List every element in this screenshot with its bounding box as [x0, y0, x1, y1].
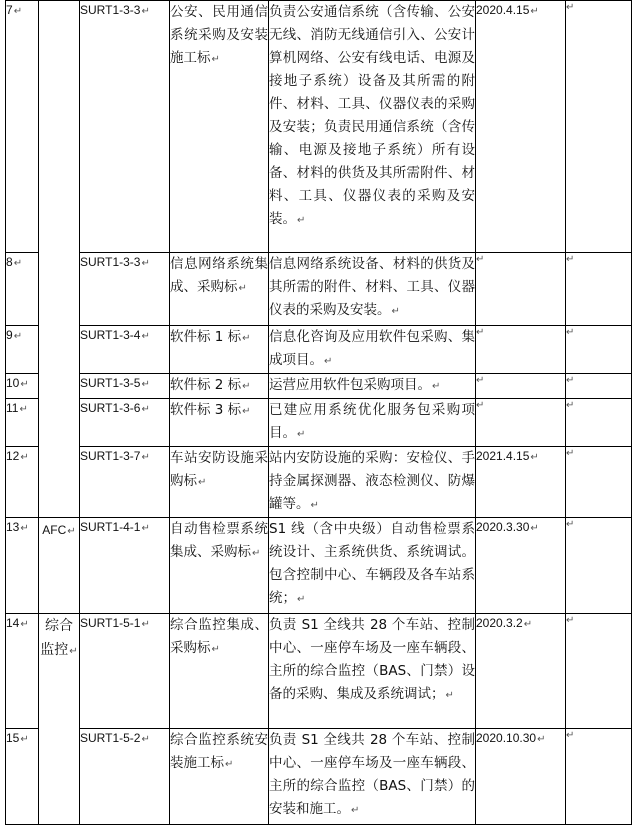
code-cell: SURT1-3-6↵: [80, 399, 170, 447]
name-cell: 软件标 3 标↵: [170, 399, 269, 447]
row-number-cell: 7↵: [6, 1, 39, 253]
code-cell: SURT1-3-4↵: [80, 326, 170, 374]
description-cell: 信息网络系统设备、材料的供货及其所需的附件、材料、工具、仪器仪表的采购及安装。↵: [269, 253, 476, 326]
table-row: [6, 399, 632, 447]
remark-cell: ↵: [566, 1, 632, 253]
remark-cell: ↵: [566, 326, 632, 374]
row-number-cell: 8↵: [6, 253, 39, 326]
code-cell: SURT1-4-1↵: [80, 518, 170, 614]
date-cell: ↵: [476, 326, 566, 374]
description-cell: 已建应用系统优化服务包采购项目。↵: [269, 399, 476, 447]
description-cell: 运营应用软件包采购项目。↵: [269, 374, 476, 399]
table-row: [6, 614, 632, 729]
date-cell: ↵: [476, 399, 566, 447]
code-cell: SURT1-5-1↵: [80, 614, 170, 729]
row-number-cell: 15↵: [6, 729, 39, 825]
name-cell: 综合监控集成、采购标↵: [170, 614, 269, 729]
date-cell: 2020.4.15↵: [476, 1, 566, 253]
table-row: [6, 518, 632, 614]
remark-cell: ↵: [566, 729, 632, 825]
category-cell: 综合监控↵: [39, 614, 80, 825]
remark-cell: ↵: [566, 374, 632, 399]
remark-cell: ↵: [566, 447, 632, 518]
table-row: [6, 1, 632, 253]
date-cell: 2020.3.30↵: [476, 518, 566, 614]
name-cell: 软件标 1 标↵: [170, 326, 269, 374]
code-cell: SURT1-3-3↵: [80, 253, 170, 326]
date-cell: 2021.4.15↵: [476, 447, 566, 518]
date-cell: 2020.3.2↵: [476, 614, 566, 729]
category-cell: AFC↵: [39, 518, 80, 614]
row-number-cell: 11↵: [6, 399, 39, 447]
remark-cell: ↵: [566, 614, 632, 729]
table-row: [6, 253, 632, 326]
name-cell: 综合监控系统安装施工标↵: [170, 729, 269, 825]
row-number-cell: 12↵: [6, 447, 39, 518]
category-cell-blank: [39, 1, 80, 518]
remark-cell: ↵: [566, 253, 632, 326]
description-cell: 负责 S1 全线共 28 个车站、控制中心、一座停车场及一座车辆段、主所的综合监控（BAS、门禁）的安装和施工。↵: [269, 729, 476, 825]
date-cell: ↵: [476, 253, 566, 326]
procurement-table: [5, 0, 632, 825]
table-row: [6, 326, 632, 374]
description-cell: S1 线（含中央级）自动售检票系统设计、主系统供货、系统调试。包含控制中心、车辆段及各车站系统；↵: [269, 518, 476, 614]
code-cell: SURT1-3-7↵: [80, 447, 170, 518]
code-cell: SURT1-3-3↵: [80, 1, 170, 253]
description-cell: 负责 S1 全线共 28 个车站、控制中心、一座停车场及一座车辆段、主所的综合监控（BAS、门禁）设备的采购、集成及系统调试；↵: [269, 614, 476, 729]
remark-cell: ↵: [566, 399, 632, 447]
table-row: [6, 447, 632, 518]
code-cell: SURT1-5-2↵: [80, 729, 170, 825]
row-number-cell: 9↵: [6, 326, 39, 374]
row-number-cell: 13↵: [6, 518, 39, 614]
row-number-cell: 14↵: [6, 614, 39, 729]
table-row: [6, 729, 632, 825]
table-row: [6, 374, 632, 399]
name-cell: 车站安防设施采购标↵: [170, 447, 269, 518]
remark-cell: ↵: [566, 518, 632, 614]
name-cell: 自动售检票系统集成、采购标↵: [170, 518, 269, 614]
name-cell: 信息网络系统集成、采购标↵: [170, 253, 269, 326]
date-cell: ↵: [476, 374, 566, 399]
row-number-cell: 10↵: [6, 374, 39, 399]
code-cell: SURT1-3-5↵: [80, 374, 170, 399]
name-cell: 软件标 2 标↵: [170, 374, 269, 399]
description-cell: 信息化咨询及应用软件包采购、集成项目。↵: [269, 326, 476, 374]
name-cell: 公安、民用通信系统采购及安装施工标↵: [170, 1, 269, 253]
date-cell: 2020.10.30↵: [476, 729, 566, 825]
description-cell: 负责公安通信系统（含传输、公安无线、消防无线通信引入、公安计算机网络、公安有线电话、电源及接地子系统）设备及其所需的附件、材料、工具、仪器仪表的采购及安装；负责民用通信系统（含传输、电源及接地子系统）所有设备、材料的供货及其所需附件、材料、工具、仪器仪表的采购及安装。↵: [269, 1, 476, 253]
description-cell: 站内安防设施的采购：安检仪、手持金属探测器、液态检测仪、防爆罐等。↵: [269, 447, 476, 518]
